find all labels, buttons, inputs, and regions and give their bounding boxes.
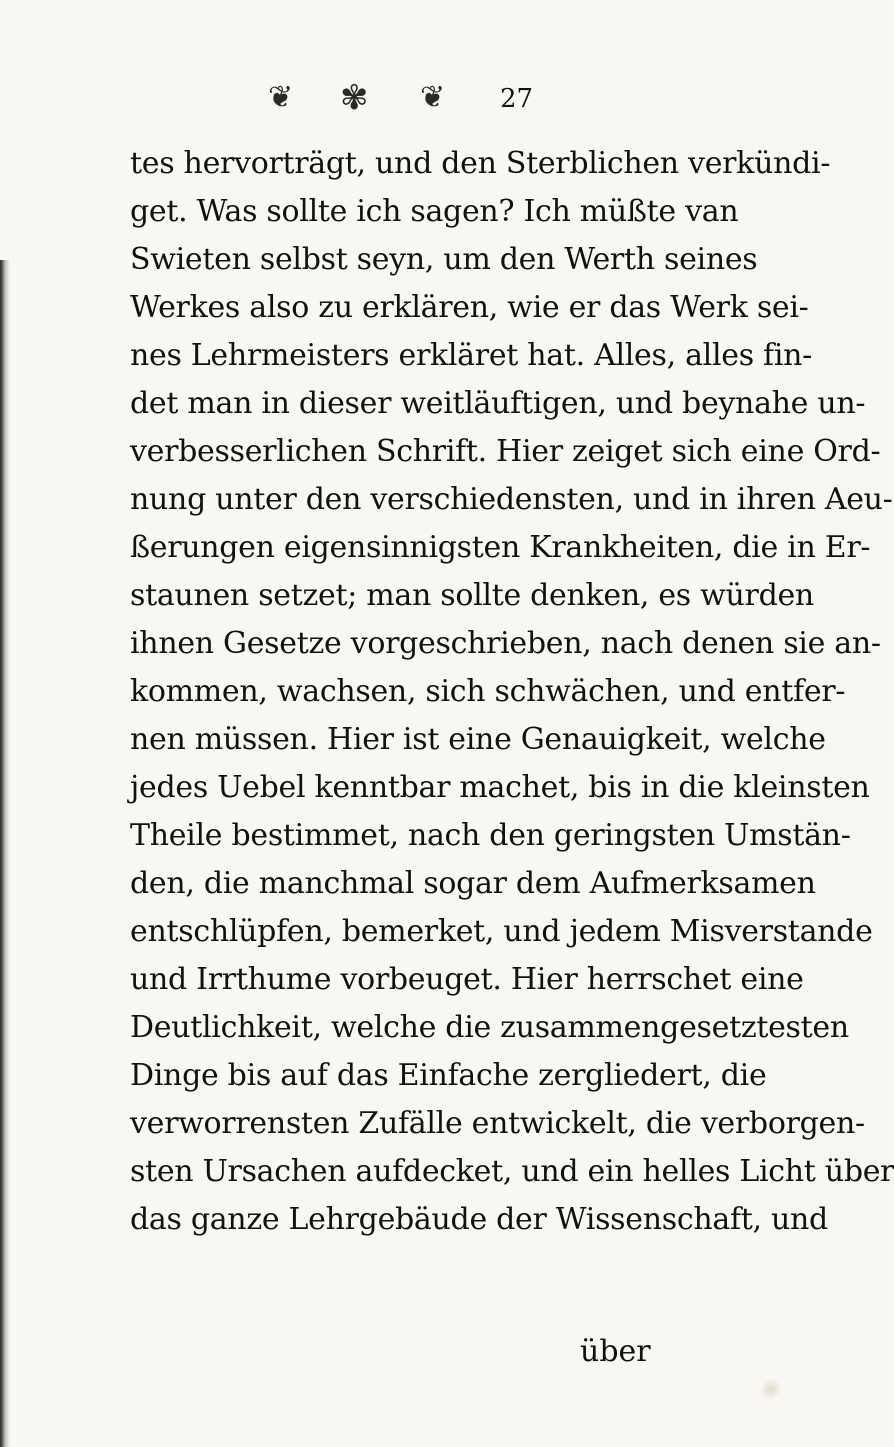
text-line: den, die manchmal sogar dem Aufmerksamen [130,866,816,901]
catchword: über [580,1334,651,1369]
fleuron-middle-icon: ✾ [340,78,369,118]
text-line: nen müssen. Hier ist eine Genauigkeit, welche [130,722,826,757]
text-line: ßerungen eigensinnigsten Krankheiten, die in Er- [130,530,871,565]
text-line: das ganze Lehrgebäude der Wissenschaft, und [130,1202,828,1237]
text-line: kommen, wachsen, sich schwächen, und entfer- [130,674,846,709]
paper-stain [760,1378,782,1400]
text-line: Swieten selbst seyn, um den Werth seines [130,242,758,277]
fleuron-left-icon: ❦ [268,80,294,115]
text-line: det man in dieser weitläuftigen, und beynahe un- [130,386,866,421]
text-line: ihnen Gesetze vorgeschrieben, nach denen sie an- [130,626,881,661]
body-text [130,140,894,1244]
text-line: jedes Uebel kenntbar machet, bis in die kleinsten [130,770,870,805]
text-line: Theile bestimmet, nach den geringsten Umstän- [130,818,851,853]
text-line: verworrensten Zufälle entwickelt, die verborgen- [130,1106,865,1141]
page-number: 27 [500,84,534,114]
text-line: staunen setzet; man sollte denken, es würden [130,578,814,613]
text-line: get. Was sollte ich sagen? Ich müßte van [130,194,739,229]
text-line: tes hervorträgt, und den Sterblichen verkündi- [130,146,831,181]
text-line: nes Lehrmeisters erkläret hat. Alles, alles fin- [130,338,812,373]
text-line: nung unter den verschiedensten, und in ihren Aeu- [130,482,893,517]
text-line: sten Ursachen aufdecket, und ein helles Licht über [130,1154,894,1189]
page-header [0,78,800,118]
page-binding-edge [0,260,10,1447]
fleuron-right-icon: ❦ [420,80,446,115]
text-line: und Irrthume vorbeuget. Hier herrschet eine [130,962,804,997]
text-line: Dinge bis auf das Einfache zergliedert, die [130,1058,767,1093]
text-line: Deutlichkeit, welche die zusammengesetztesten [130,1010,849,1045]
text-line: entschlüpfen, bemerket, und jedem Misverstande [130,914,873,949]
text-line: verbesserlichen Schrift. Hier zeiget sich eine Ord- [130,434,881,469]
text-line: Werkes also zu erklären, wie er das Werk sei- [130,290,809,325]
